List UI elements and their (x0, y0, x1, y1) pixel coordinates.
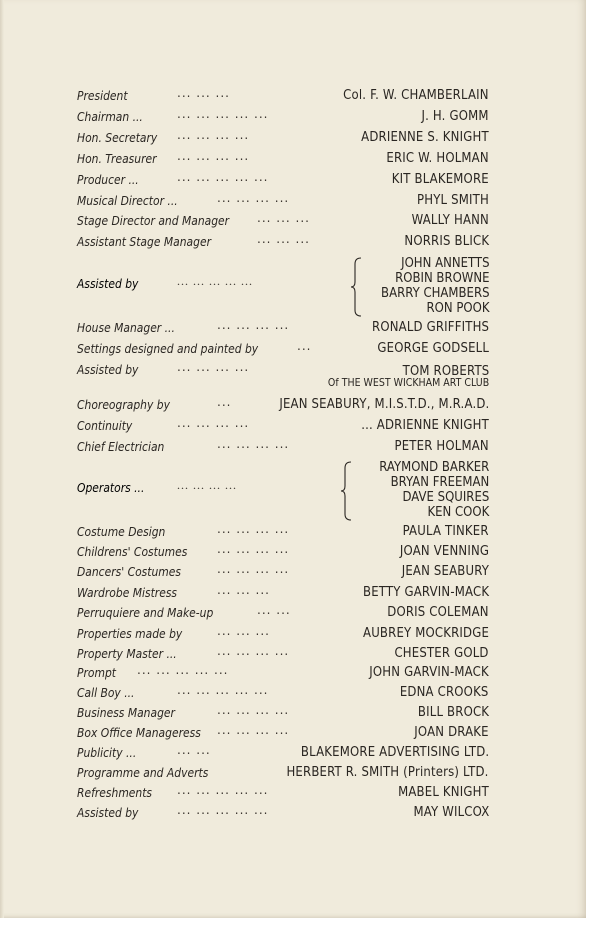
credit-role: Refreshments (77, 785, 153, 800)
credit-row-publicity (77, 745, 489, 765)
credit-row-assisted-by-3 (77, 805, 489, 825)
leader-dots: ... ... ... (217, 583, 270, 597)
credit-role: Continuity (77, 418, 133, 433)
credit-affiliation: Of THE WEST WICKHAM ART CLUB (327, 377, 489, 389)
credit-name: PHYL SMITH (417, 193, 489, 208)
credit-role: Prompt (77, 665, 116, 680)
leader-dots: ... ... ... ... ... (177, 274, 253, 288)
credit-row-call-boy (77, 685, 489, 705)
credit-name-list (379, 460, 489, 520)
credit-role: Hon. Treasurer (77, 151, 157, 166)
credit-role: Chief Electrician (77, 439, 165, 454)
leader-dots: ... ... ... ... (177, 360, 250, 374)
credit-role: Assisted by (77, 362, 139, 377)
leader-dots: ... (297, 339, 312, 353)
credit-name: GEORGE GODSELL (377, 341, 489, 356)
credit-name: ERIC W. HOLMAN (386, 151, 489, 166)
leader-dots: ... ... ... ... (217, 562, 290, 576)
credit-name: RAYMOND BARKER (378, 460, 489, 475)
credit-row-properties (77, 626, 489, 646)
credit-row-house-manager (77, 320, 489, 340)
page-edge-shading (0, 0, 4, 918)
credit-role: Settings designed and painted by (77, 341, 259, 356)
credit-row-childrens-costumes (77, 544, 489, 564)
credit-row-chairman (77, 109, 489, 129)
credit-name: BARRY CHAMBERS (380, 286, 489, 301)
credit-name: BLAKEMORE ADVERTISING LTD. (300, 745, 489, 760)
credit-name: JOAN VENNING (399, 544, 489, 559)
leader-dots: ... ... ... (257, 232, 310, 246)
credit-row-perruquiere (77, 605, 489, 625)
credit-role: Call Boy ... (77, 685, 135, 700)
leader-dots: ... ... ... ... (177, 416, 250, 430)
credit-role: Assisted by (77, 276, 139, 291)
credit-name: KIT BLAKEMORE (391, 172, 489, 187)
credit-name: KEN COOK (427, 505, 489, 520)
credit-name: BILL BROCK (417, 705, 489, 720)
credit-row-programme-adverts (77, 765, 489, 785)
credit-role: Assisted by (77, 805, 139, 820)
credit-name: ADRIENNE S. KNIGHT (361, 130, 489, 145)
credit-role: Costume Design (77, 524, 166, 539)
credit-group-operators (77, 460, 489, 522)
credit-role: Hon. Secretary (77, 130, 158, 145)
credit-role: Producer ... (77, 172, 139, 187)
leader-dots: ... ... ... ... (217, 318, 290, 332)
brace-icon (339, 460, 353, 522)
leader-dots: ... ... ... ... (217, 723, 290, 737)
leader-dots: ... ... ... (217, 624, 270, 638)
leader-dots: ... ... ... ... (217, 644, 290, 658)
credit-role: Choreography by (77, 397, 170, 412)
credit-role: Childrens' Costumes (77, 544, 188, 559)
credit-row-hon-secretary (77, 130, 489, 150)
credit-row-stage-director (77, 213, 489, 233)
credit-row-assistant-stage-manager (77, 234, 489, 254)
credit-row-hon-treasurer (77, 151, 489, 171)
credit-name: BRYAN FREEMAN (390, 475, 489, 490)
leader-dots: ... ... ... ... ... (177, 170, 269, 184)
credit-role: Operators ... (77, 480, 145, 495)
credit-name: BETTY GARVIN-MACK (362, 585, 489, 600)
credit-role: Stage Director and Manager (77, 213, 230, 228)
credit-name: PAULA TINKER (402, 524, 489, 539)
leader-dots: ... ... ... ... (177, 128, 250, 142)
credit-row-choreography (77, 397, 489, 417)
credit-name: JEAN SEABURY (401, 564, 489, 579)
credit-name: PETER HOLMAN (394, 439, 489, 454)
credit-name: WALLY HANN (411, 213, 489, 228)
leader-dots: ... ... ... ... (217, 703, 290, 717)
credit-role: Publicity ... (77, 745, 137, 760)
credit-role: Assistant Stage Manager (77, 234, 211, 249)
credit-name: NORRIS BLICK (404, 234, 489, 249)
credit-name: AUBREY MOCKRIDGE (362, 626, 489, 641)
credit-role: Chairman ... (77, 109, 143, 124)
credit-name-list (381, 256, 489, 316)
credit-name: JEAN SEABURY, M.I.S.T.D., M.R.A.D. (278, 397, 489, 412)
credit-name: TOM ROBERTS (402, 364, 489, 379)
credit-row-costume-design (77, 524, 489, 544)
credit-row-settings (77, 341, 489, 361)
credit-row-wardrobe-mistress (77, 585, 489, 605)
leader-dots: ... ... ... ... ... (137, 663, 229, 677)
credit-name: ROBIN BROWNE (394, 271, 489, 286)
leader-dots: ... ... ... ... ... (177, 107, 269, 121)
credit-role: President (77, 88, 128, 103)
credit-row-chief-electrician (77, 439, 489, 459)
credit-role: Dancers' Costumes (77, 564, 182, 579)
credit-role: House Manager ... (77, 320, 175, 335)
credit-name: JOHN GARVIN-MACK (369, 665, 489, 680)
credit-name: CHESTER GOLD (394, 646, 489, 661)
credit-row-president (77, 88, 489, 108)
leader-dots: ... ... ... ... (217, 437, 290, 451)
leader-dots: ... ... ... ... ... (177, 783, 269, 797)
credit-name: MAY WILCOX (412, 805, 489, 820)
brace-icon (349, 256, 363, 318)
credit-role: Wardrobe Mistress (77, 585, 178, 600)
leader-dots: ... ... ... (257, 211, 310, 225)
credit-row-refreshments (77, 785, 489, 805)
credit-name: DORIS COLEMAN (387, 605, 489, 620)
leader-dots: ... ... ... ... (177, 149, 250, 163)
credit-role: Box Office Manageress (77, 725, 201, 740)
leader-dots: ... (217, 395, 232, 409)
credit-name: RON POOK (426, 301, 489, 316)
leader-dots: ... ... (257, 603, 291, 617)
credit-name: JOAN DRAKE (414, 725, 489, 740)
credit-row-assisted-by-2 (77, 362, 489, 396)
credit-name: JOHN ANNETTS (400, 256, 489, 271)
credit-name: RONALD GRIFFITHS (371, 320, 489, 335)
credit-role: Musical Director ... (77, 193, 178, 208)
credit-row-dancers-costumes (77, 564, 489, 584)
credit-role: Property Master ... (77, 646, 177, 661)
credit-name: Col. F. W. CHAMBERLAIN (343, 88, 489, 103)
credit-row-prompt (77, 665, 489, 685)
leader-dots: ... ... ... ... (217, 542, 290, 556)
leader-dots: ... ... ... ... ... (177, 803, 269, 817)
credit-role: Programme and Adverts (77, 765, 209, 780)
leader-dots: ... ... ... (177, 86, 230, 100)
credit-role: Properties made by (77, 626, 183, 641)
credit-name: J. H. GOMM (421, 109, 489, 124)
credit-name: ... ADRIENNE KNIGHT (361, 418, 489, 433)
credit-role: Perruquiere and Make-up (77, 605, 214, 620)
credit-row-producer (77, 172, 489, 192)
credit-row-musical-director (77, 193, 489, 213)
credit-name: MABEL KNIGHT (398, 785, 489, 800)
credit-row-continuity (77, 418, 489, 438)
credit-row-business-manager (77, 705, 489, 725)
leader-dots: ... ... ... ... (177, 478, 237, 492)
credit-name: EDNA CROOKS (400, 685, 489, 700)
leader-dots: ... ... ... ... ... (177, 683, 269, 697)
credit-name: DAVE SQUIRES (402, 490, 489, 505)
leader-dots: ... ... ... ... (217, 522, 290, 536)
credit-role: Business Manager (77, 705, 175, 720)
leader-dots: ... ... (177, 743, 211, 757)
credit-group-assisted-by (77, 256, 489, 318)
credit-name: HERBERT R. SMITH (Printers) LTD. (286, 765, 489, 780)
leader-dots: ... ... ... ... (217, 191, 290, 205)
credit-row-box-office (77, 725, 489, 745)
